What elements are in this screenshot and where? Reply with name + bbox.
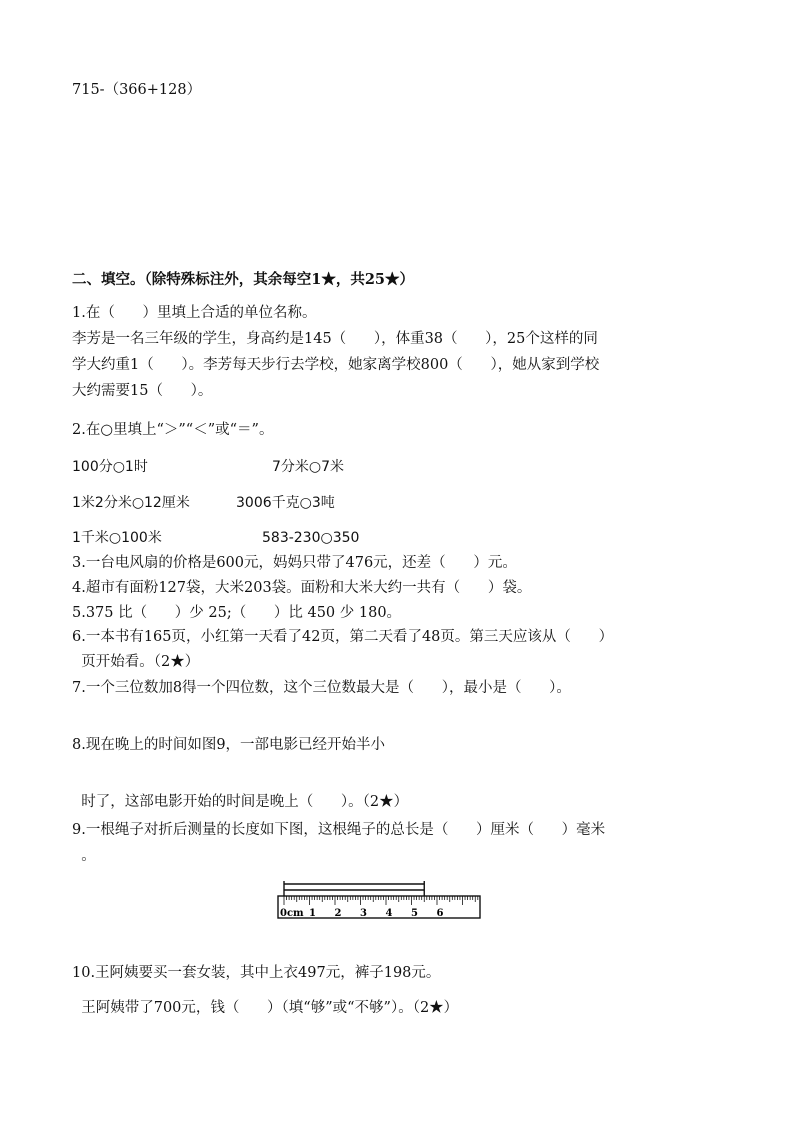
section2-title: 二、填空。（除特殊标注外，其余每空1★，共25★）: [72, 271, 415, 288]
q1-line3: 大约需要15（ ）。: [72, 383, 213, 399]
q2-item: 3006千克○3吨: [236, 495, 335, 511]
q7: 7.一个三位数加8得一个四位数，这个三位数最大是（ ），最小是（ ）。: [72, 680, 571, 696]
ruler-unit-label: 0cm: [280, 908, 304, 919]
ruler-tick-label: 3: [360, 908, 367, 919]
q1-line1: 李芳是一名三年级的学生，身高约是145（ ），体重38（ ），25个这样的同: [72, 331, 598, 347]
ruler-tick-label: 6: [436, 908, 444, 919]
expression-715: 715-（366+128）: [72, 82, 202, 98]
q1-intro: 1.在（ ）里填上合适的单位名称。: [72, 305, 317, 321]
q1-line2: 学大约重1（ ）。李芳每天步行去学校，她家离学校800（ ），她从家到学校: [72, 357, 600, 373]
q8-line1: 8.现在晚上的时间如图9，一部电影已经开始半小: [72, 737, 386, 753]
ruler-tick-label: 5: [411, 908, 418, 919]
q2-item: 1千米○100米: [72, 530, 162, 546]
ruler-tick-label: 1: [309, 908, 316, 919]
q2-item: 7分米○7米: [272, 459, 345, 475]
folded-rope: [284, 881, 424, 896]
q4: 4.超市有面粉127袋，大米203袋。面粉和大米大约一共有（ ）袋。: [72, 580, 532, 596]
q2-item: 100分○1时: [72, 459, 148, 475]
ruler-diagram: [276, 878, 486, 924]
q3: 3.一台电风扇的价格是600元，妈妈只带了476元，还差（ ）元。: [72, 555, 517, 571]
q2-item: 583-230○350: [262, 530, 360, 546]
ruler-tick-label: 4: [385, 908, 393, 919]
q8-line2: 时了，这部电影开始的时间是晚上（ ）。（2★）: [72, 794, 409, 810]
q2-item: 1米2分米○12厘米: [72, 495, 190, 511]
q9-line1: 9.一根绳子对折后测量的长度如下图，这根绳子的总长是（ ）厘米（ ）毫米: [72, 822, 606, 838]
q6-line2: 页开始看。（2★）: [72, 654, 200, 670]
q9-line2: 。: [72, 848, 96, 864]
ruler-tick-label: 2: [334, 908, 342, 919]
q2-intro: 2.在○里填上“＞”“＜”或“＝”。: [72, 422, 274, 438]
q6-line1: 6.一本书有165页，小红第一天看了42页，第二天看了48页。第三天应该从（ ）: [72, 629, 614, 645]
q5: 5.375 比（ ）少 25;（ ）比 450 少 180。: [72, 605, 402, 621]
q10-line2: 王阿姨带了700元，钱（ ）（填“够”或“不够”）。（2★）: [72, 1000, 459, 1016]
q10-line1: 10.王阿姨要买一套女装，其中上衣497元，裤子198元。: [72, 965, 441, 981]
